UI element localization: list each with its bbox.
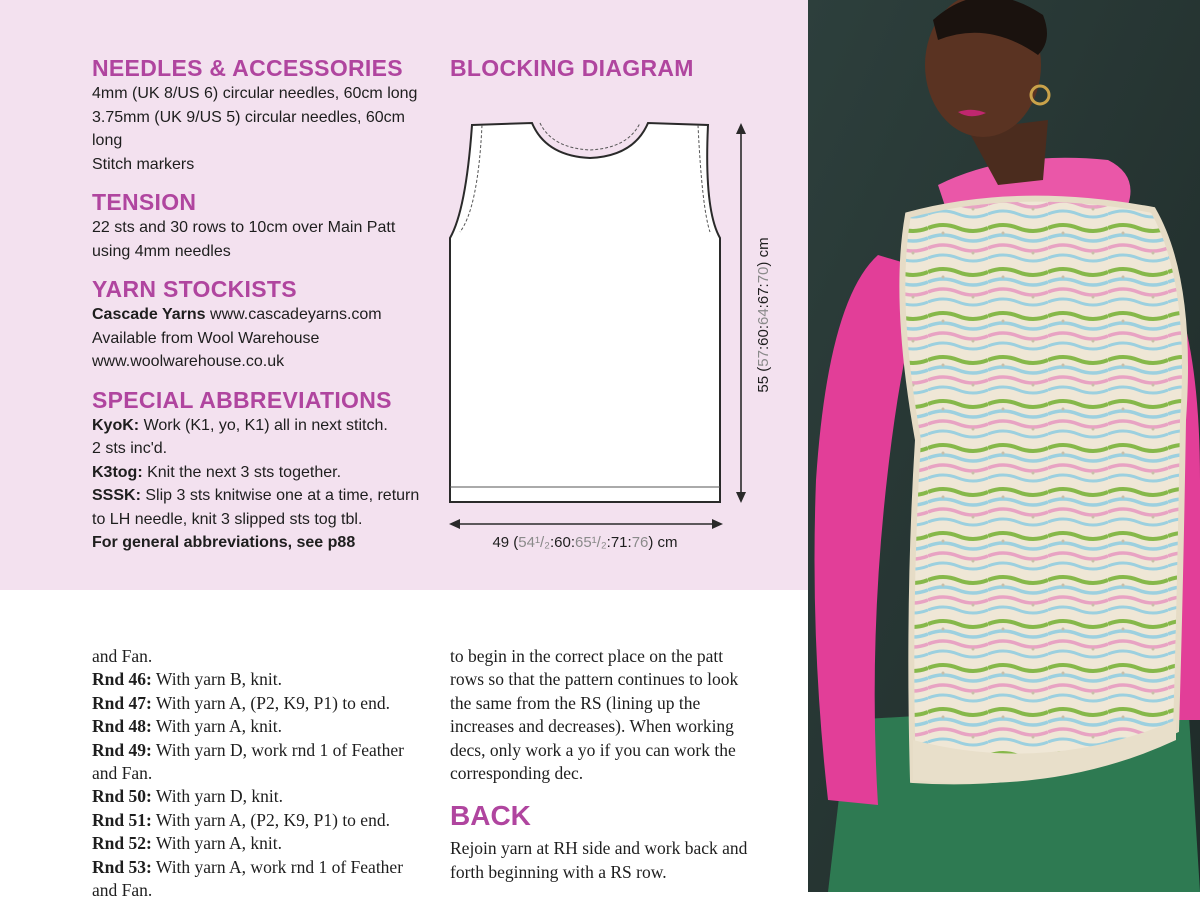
tension-line: 22 sts and 30 rows to 10cm over Main Patt (92, 219, 396, 236)
abbr-kyok (92, 414, 432, 438)
pattern-line: forth beginning with a RS row. (450, 861, 667, 882)
abbr-sssk (92, 484, 432, 508)
abbr-def: Work (K1, yo, K1) all in next stitch. (143, 416, 388, 434)
pattern-rounds-column (92, 645, 432, 902)
stockist-brand-url[interactable]: www.cascadeyarns.com (210, 306, 382, 323)
tension-section (92, 188, 432, 263)
width-dimension-label: 49 (54¹/₂:60:65¹/₂:71:76) cm (492, 534, 678, 551)
abbreviations-heading: SPECIAL ABBREVIATIONS (92, 386, 392, 413)
pattern-line: Rejoin yarn at RH side and work back and (450, 838, 748, 859)
stockist-brand: Cascade Yarns (92, 306, 206, 323)
abbr-def: Knit the next 3 sts together. (147, 463, 342, 481)
pattern-line: and Fan. (92, 646, 153, 666)
blocking-diagram-heading: BLOCKING DIAGRAM (450, 55, 694, 81)
abbr-def: to LH needle, knit 3 slipped sts tog tbl. (92, 510, 363, 528)
abbr-k3tog (92, 461, 432, 485)
needles-heading: NEEDLES & ACCESSORIES (92, 55, 403, 81)
needles-section (92, 54, 432, 176)
pattern-line: Rnd 53: With yarn A, work rnd 1 of Feather (92, 856, 404, 877)
tension-line: using 4mm needles (92, 242, 231, 260)
abbr-def: Slip 3 sts knitwise one at a time, return (145, 487, 420, 504)
pattern-line: to begin in the correct place on the patt (450, 646, 724, 666)
knitted-vest (902, 199, 1185, 782)
model-photo (808, 0, 1200, 892)
blocking-diagram (440, 110, 760, 530)
tension-heading: TENSION (92, 189, 197, 215)
needles-line: long (92, 132, 123, 149)
pattern-line: Rnd 47: With yarn A, (P2, K9, P1) to end. (92, 692, 390, 713)
pattern-line: decs, only work a yo if you can work the (450, 739, 736, 760)
model-photo-illustration (808, 0, 1200, 892)
pattern-line: Rnd 52: With yarn A, knit. (92, 833, 283, 854)
needles-line: 3.75mm (UK 9/US 5) circular needles, 60cm (92, 108, 405, 126)
needles-line: Stitch markers (92, 155, 195, 173)
pattern-line: Rnd 48: With yarn A, knit. (92, 716, 283, 737)
stockist-url[interactable]: www.woolwarehouse.co.uk (92, 353, 285, 370)
pattern-line: the same from the RS (lining up the (450, 692, 701, 713)
pattern-line: Rnd 46: With yarn B, knit. (92, 669, 283, 690)
abbr-term: K3tog: (92, 463, 143, 481)
pattern-line: corresponding dec. (450, 763, 584, 784)
abbr-def: 2 sts inc'd. (92, 440, 168, 457)
stockist-line: Available from Wool Warehouse (92, 329, 320, 347)
neck-trim (540, 123, 640, 150)
pattern-line: and Fan. (92, 880, 153, 901)
pattern-line: rows so that the pattern continues to look (450, 669, 739, 690)
back-heading: BACK (450, 800, 531, 832)
abbreviations-section (92, 386, 432, 555)
pattern-line: Rnd 49: With yarn D, work rnd 1 of Feather (92, 739, 404, 760)
blocking-diagram-section (450, 54, 694, 82)
pattern-line: and Fan. (92, 763, 153, 784)
pattern-line: Rnd 51: With yarn A, (P2, K9, P1) to end. (92, 809, 390, 830)
vest-outline (450, 123, 720, 502)
pattern-line: increases and decreases). When working (450, 716, 734, 737)
needles-line: 4mm (UK 8/US 6) circular needles, 60cm long (92, 85, 418, 102)
abbr-term: SSSK: (92, 487, 141, 504)
general-abbreviations (92, 531, 432, 555)
pattern-notes-column (450, 645, 785, 884)
stockists-section (92, 275, 432, 374)
stockist-brand-line (92, 303, 432, 327)
pattern-line: Rnd 50: With yarn D, knit. (92, 786, 283, 807)
stockists-heading: YARN STOCKISTS (92, 276, 297, 302)
general-abbreviations-text: For general abbreviations, see p88 (92, 534, 356, 551)
height-dimension-label: 55 (57:60:64:67:70) cm (755, 237, 772, 393)
abbr-term: KyoK: (92, 416, 140, 434)
info-column (92, 54, 432, 567)
